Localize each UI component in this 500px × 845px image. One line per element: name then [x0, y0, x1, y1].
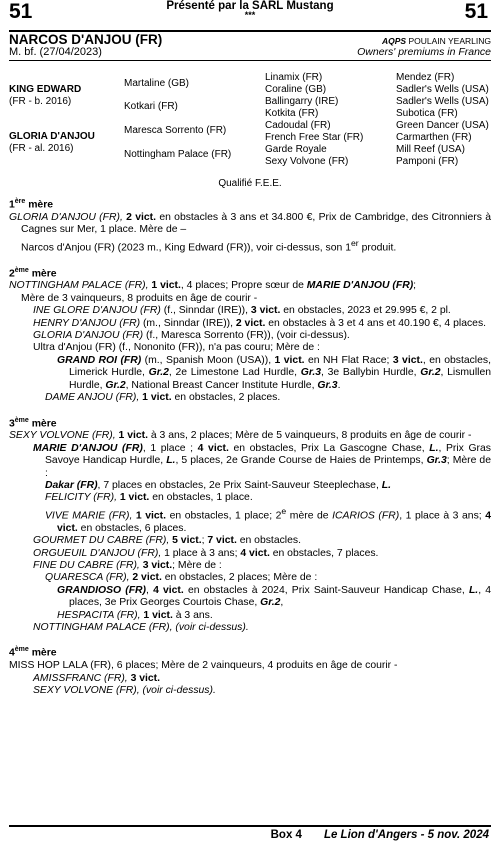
- text: ICARIOS (FR): [332, 510, 400, 522]
- pedigree-g4-0: Mendez (FR): [396, 72, 455, 83]
- pedigree-sire-info: (FR - b. 2016): [9, 96, 72, 107]
- text: AMISSFRANC (FR),: [33, 672, 131, 684]
- third-dam-line-1: [9, 430, 491, 442]
- text: 3 vict.: [130, 672, 161, 684]
- third-dam-line-12: [9, 622, 491, 634]
- text: en obstacles, 7 places.: [269, 547, 379, 559]
- text: , 5 places, 2e Grande Course de Haies de Printemps,: [175, 455, 427, 467]
- text: NOTTINGHAM PALACE (FR), (voir ci-dessus).: [33, 621, 249, 633]
- text: MARIE D'ANJOU (FR): [306, 280, 414, 292]
- third-dam-heading: [9, 415, 491, 431]
- text: (f., Maresca Sorrento (FR)), (voir ci-dessus).: [146, 330, 350, 342]
- text: GOURMET DU CABRE (FR),: [33, 535, 173, 547]
- text: ; Mère de :: [172, 559, 222, 571]
- text: en obstacles, 2 places; Mère de :: [161, 572, 318, 584]
- pedigree-g2-0: Martaline (GB): [124, 78, 190, 89]
- text: FINE DU CABRE (FR),: [33, 559, 143, 571]
- text: Gr.2: [148, 367, 169, 379]
- text: en obstacles.: [236, 535, 301, 547]
- pedigree-g4-3: Subotica (FR): [396, 108, 458, 119]
- text: 1 place à 3 ans;: [164, 547, 241, 559]
- text: 2 vict.: [132, 572, 162, 584]
- text: en obstacles, 6 places.: [77, 522, 187, 534]
- fourth-dam-line-2: [9, 673, 491, 685]
- horse-category: [382, 36, 491, 46]
- pedigree-g3-7: Sexy Volvone (FR): [265, 156, 349, 167]
- text: en obstacles à 2024, Prix Saint-Sauveur Handicap Chase,: [183, 584, 469, 596]
- category-label: POULAIN YEARLING: [408, 36, 491, 46]
- text: ,: [146, 584, 154, 596]
- text: Dakar (FR): [45, 480, 98, 491]
- heading-word: mère: [31, 647, 57, 659]
- pedigree-g4-7: Pamponi (FR): [396, 156, 459, 167]
- text: Gr.2: [420, 367, 441, 379]
- text: 2 vict.: [126, 211, 157, 223]
- text: Gr.3: [317, 379, 338, 391]
- footer: [9, 825, 491, 845]
- text: SEXY VOLVONE (FR), (voir ci-dessus).: [33, 685, 216, 697]
- sub-row: [9, 46, 491, 61]
- second-dam-line-1: [9, 280, 491, 292]
- text: en obstacles à 3 ans et 34.800 €, Prix de Cambridge, des Citronniers à Cagnes sur Mer, 1 place. Mère de –: [21, 211, 491, 236]
- pedigree-g3-2: Ballingarry (IRE): [265, 96, 339, 107]
- fourth-dam-line-3: [9, 685, 491, 697]
- text: 1 vict.: [119, 492, 150, 504]
- qualification: Qualifié F.E.E.: [218, 178, 282, 189]
- text: ;: [413, 280, 417, 292]
- pedigree-g2-1: Kotkari (FR): [124, 101, 178, 112]
- text: , 3e Ballybin Hurdle,: [321, 367, 421, 379]
- text: er: [350, 237, 359, 248]
- fourth-dam-heading: [9, 644, 491, 660]
- text: 3 vict.: [392, 354, 423, 366]
- text: , 2e Limestone Lad Hurdle,: [168, 367, 301, 379]
- heading-word: mère: [31, 417, 57, 429]
- text: e: [281, 505, 287, 516]
- heading-word: mère: [31, 268, 57, 280]
- heading-num: 1: [9, 199, 15, 211]
- third-dam-line-11: [9, 610, 491, 622]
- third-dam-line-4: [9, 492, 491, 504]
- text: INE GLORE D'ANJOU (FR): [33, 305, 164, 317]
- text: 4 vict.: [57, 510, 491, 534]
- text: 1 vict.: [274, 354, 305, 366]
- stars-rating: ***: [244, 10, 256, 20]
- event-info: Le Lion d'Angers - 5 nov. 2024: [323, 829, 489, 841]
- first-dam-line-2: [9, 237, 491, 255]
- text: ORGUEUIL D'ANJOU (FR),: [33, 547, 165, 559]
- pedigree-g2-2: Maresca Sorrento (FR): [124, 125, 227, 136]
- text: L.: [468, 584, 479, 596]
- text: 1 vict.: [143, 609, 173, 621]
- text: , National Breast Cancer Institute Hurdle,: [125, 379, 318, 391]
- text: L.: [429, 442, 439, 454]
- second-dam-line-4: [9, 318, 491, 330]
- second-dam-line-2: Mère de 3 vainqueurs, 8 produits en âge de courir -: [21, 292, 258, 304]
- pedigree-g4-4: Green Dancer (USA): [396, 120, 489, 131]
- text: NOTTINGHAM PALACE (FR),: [9, 280, 152, 292]
- box-number: Box 4: [270, 829, 302, 841]
- text: 1 vict.: [118, 430, 148, 442]
- text: VIVE MARIE (FR),: [45, 510, 136, 522]
- text: , Lismullen Hurdle,: [69, 367, 492, 391]
- lot-number-left: 51: [9, 0, 33, 23]
- text: , 7 places en obstacles, 2e Prix Saint-Sauveur Steeplechase,: [97, 480, 382, 491]
- pedigree-g3-5: French Free Star (FR): [265, 132, 364, 143]
- text: (m., Spanish Moon (USA)),: [141, 354, 275, 366]
- text: L.: [381, 480, 391, 491]
- pedigree-g3-6: Garde Royale: [265, 144, 327, 155]
- text: en obstacles, 2 places.: [171, 392, 281, 404]
- text: , 1 place à 3 ans;: [399, 510, 486, 522]
- third-dam-line-7: [9, 548, 491, 560]
- presented-by: Présenté par la SARL Mustang: [166, 0, 334, 12]
- third-dam-line-8: [9, 560, 491, 572]
- horse-name: NARCOS D'ANJOU (FR): [9, 32, 163, 47]
- first-dam-heading: [9, 196, 491, 212]
- text: ; Mère de :: [45, 455, 491, 479]
- heading-num: 3: [9, 417, 15, 429]
- text: DAME ANJOU (FR),: [45, 392, 143, 404]
- heading-sup: ème: [14, 266, 29, 274]
- text: ,: [280, 597, 284, 609]
- pedigree-dam-info: (FR - al. 2016): [9, 143, 74, 154]
- pedigree-sire: [9, 84, 81, 96]
- text: , 4 places; Propre sœur de: [180, 280, 307, 292]
- text: 1 vict.: [151, 280, 181, 292]
- text: GLORIA D'ANJOU (FR): [33, 330, 147, 342]
- text: , Prix Gras Savoye Handicap Hurdle,: [45, 442, 491, 467]
- aqps-label: AQPS: [382, 36, 407, 46]
- text: L.: [166, 455, 176, 467]
- pedigree-g3-1: Coraline (GB): [265, 84, 327, 95]
- second-dam-line-3: [9, 305, 491, 317]
- pedigree-g4-1: Sadler's Wells (USA): [396, 84, 489, 95]
- text: GLORIA D'ANJOU (FR),: [9, 211, 127, 223]
- text: , 1 place ;: [142, 442, 198, 454]
- horse-sex-birth: M. bf. (27/04/2023): [9, 46, 102, 58]
- text: .: [337, 379, 341, 391]
- pedigree-dam: [9, 131, 95, 143]
- heading-sup: ème: [14, 416, 29, 424]
- text: Gr.2: [105, 379, 126, 391]
- third-dam-line-2: [9, 443, 491, 480]
- text: GRAND ROI (FR): [57, 354, 142, 366]
- footer-text: [271, 829, 489, 841]
- third-dam-line-10: [9, 585, 491, 610]
- text: Gr.3: [300, 367, 321, 379]
- text: Gr.2: [260, 597, 281, 609]
- pedigree-g4-2: Sadler's Wells (USA): [396, 96, 489, 107]
- text: produit.: [358, 242, 397, 254]
- text: à 3 ans, 2 places; Mère de 5 vainqueurs, 8 produits en âge de courir -: [148, 430, 472, 442]
- pedigree-g2-3: Nottingham Palace (FR): [124, 149, 232, 160]
- second-dam-line-7: [9, 355, 491, 392]
- owners-premiums-note: Owners' premiums in France: [357, 46, 491, 58]
- text: 2 vict.: [235, 317, 266, 329]
- text: HENRY D'ANJOU (FR): [33, 317, 143, 329]
- pedigree-g3-3: Kotkita (FR): [265, 108, 319, 119]
- text: 1 vict.: [142, 392, 172, 404]
- dam-name: GLORIA D'ANJOU: [9, 131, 95, 142]
- heading-sup: ème: [14, 646, 29, 654]
- text: 3 vict.: [142, 559, 173, 571]
- third-dam-line-5: [9, 505, 491, 535]
- text: (m., Sinndar (IRE)),: [142, 317, 236, 329]
- second-dam-line-6: Ultra d'Anjou (FR) (f., Nononito (FR)), n'a pas couru; Mère de :: [33, 342, 320, 354]
- title-row: [9, 30, 491, 47]
- pedigree-g3-4: Cadoudal (FR): [265, 120, 331, 131]
- text: Narcos d'Anjou (FR) (2023 m., King Edward (FR)), voir ci-dessus, son 1: [21, 242, 351, 254]
- text: mère de: [286, 510, 333, 522]
- pedigree-g4-5: Carmarthen (FR): [396, 132, 472, 143]
- text: 4 vict.: [153, 584, 184, 596]
- second-dam-line-5: [9, 330, 491, 342]
- heading-num: 2: [9, 268, 15, 280]
- text: (f., Sinndar (IRE)),: [163, 305, 251, 317]
- third-dam-line-9: [9, 572, 491, 584]
- text: QUARESCA (FR),: [45, 572, 133, 584]
- text: en obstacles, 1 place; 2: [166, 510, 282, 522]
- fourth-dam-line-1: MISS HOP LALA (FR), 6 places; Mère de 2 vainqueurs, 4 produits en âge de courir -: [9, 660, 398, 672]
- text: 5 vict.: [172, 535, 202, 547]
- text: en obstacles, 2023 et 29.995 €, 2 pl.: [280, 305, 451, 317]
- text: , 4 places, 3e Prix Georges Courtois Chase,: [69, 584, 492, 609]
- text: , en obstacles, Limerick Hurdle,: [69, 354, 491, 379]
- text: 1 vict.: [135, 510, 167, 522]
- text: FELICITY (FR),: [45, 492, 120, 504]
- lot-number-right: 51: [464, 0, 488, 23]
- text: 4 vict.: [240, 547, 270, 559]
- second-dam-heading: [9, 265, 491, 281]
- text: 7 vict.: [207, 535, 237, 547]
- pedigree-g3-0: Linamix (FR): [265, 72, 323, 83]
- heading-word: mère: [28, 199, 54, 211]
- text: GRANDIOSO (FR): [57, 584, 147, 596]
- text: en obstacles à 3 et 4 ans et 40.190 €, 4 places.: [265, 317, 487, 329]
- text: à 3 ans.: [172, 609, 213, 621]
- text: en NH Flat Race;: [304, 354, 393, 366]
- text: en obstacles, 1 place.: [149, 492, 253, 504]
- first-dam-line-1: [9, 212, 491, 237]
- text: 3 vict.: [250, 305, 281, 317]
- pedigree-g4-6: Mill Reef (USA): [396, 144, 465, 155]
- text: ;: [201, 535, 208, 547]
- text: 4 vict.: [197, 442, 229, 454]
- catalogue-body: [9, 196, 491, 697]
- text: MARIE D'ANJOU (FR): [33, 442, 143, 454]
- third-dam-line-6: [9, 535, 491, 547]
- text: HESPACITA (FR),: [57, 609, 144, 621]
- text: Gr.3: [426, 455, 447, 467]
- sire-name: KING EDWARD: [9, 84, 82, 95]
- third-dam-line-3: [9, 480, 491, 492]
- heading-num: 4: [9, 647, 15, 659]
- second-dam-line-8: [9, 392, 491, 404]
- text: en obstacles, Prix La Gascogne Chase,: [228, 442, 430, 454]
- heading-sup: ère: [14, 198, 26, 205]
- text: SEXY VOLVONE (FR),: [9, 430, 119, 442]
